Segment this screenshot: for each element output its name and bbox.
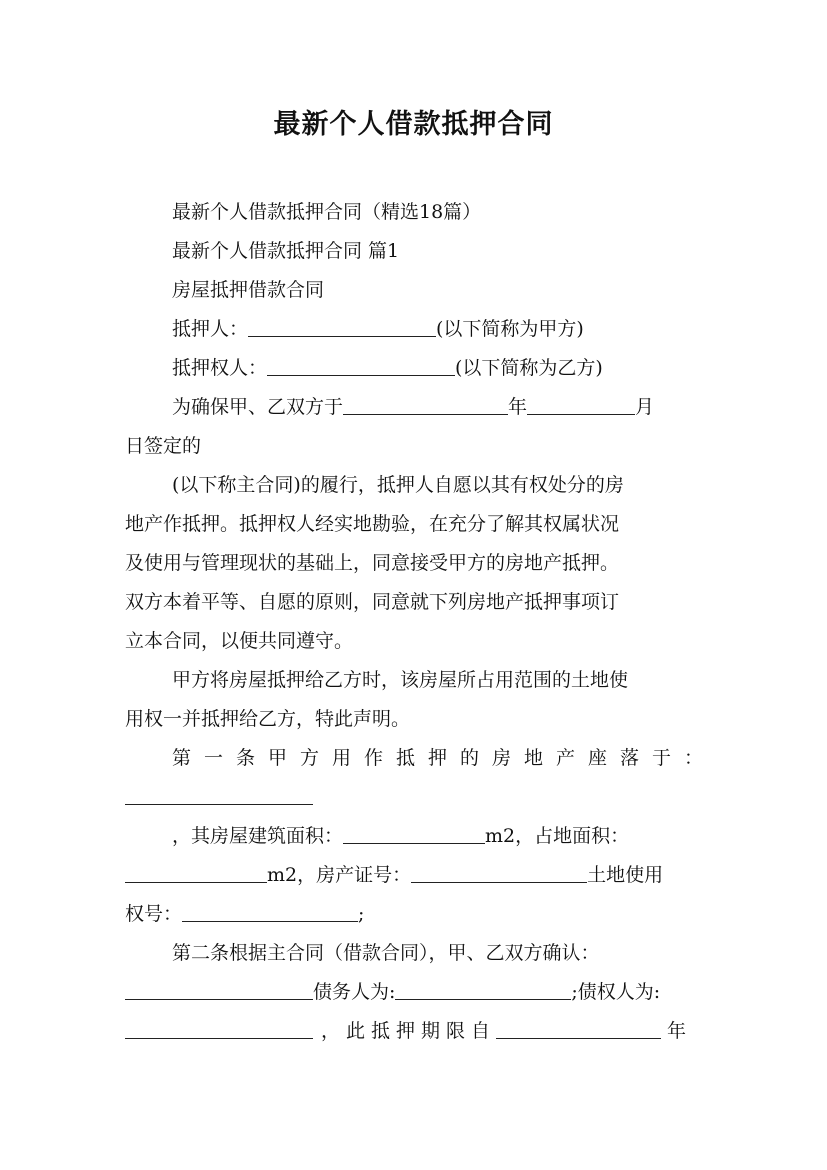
paragraph-line: 地产作抵押。抵押权人经实地勘验，在充分了解其权属状况: [125, 513, 620, 535]
paragraph-line: 立本合同，以便共同遵守。: [125, 630, 354, 652]
mortgagee-blank: [267, 357, 455, 376]
creditor-label: ;债权人为:: [571, 981, 661, 1003]
area-prefix: ，其房屋建筑面积：: [172, 825, 344, 847]
mortgagor-label: 抵押人：: [172, 318, 249, 340]
debtor-blank: [395, 981, 571, 1000]
date-blank-2: [527, 396, 635, 415]
debtor-label: 债务人为:: [313, 981, 396, 1003]
parties-blank-1: [125, 981, 313, 1000]
contract-name: 房屋抵押借款合同: [172, 279, 325, 301]
land-area-blank: [125, 864, 267, 883]
article-2-heading: 第二条根据主合同（借款合同），甲、乙双方确认：: [172, 942, 600, 964]
paragraph-line: 用权一并抵押给乙方，特此声明。: [125, 708, 411, 730]
certificate-line: [125, 863, 703, 887]
term-line: [125, 1019, 703, 1043]
page-title: 最新个人借款抵押合同: [273, 109, 554, 140]
mortgagee-label: 抵押权人：: [172, 357, 268, 379]
date-blank-1: [343, 396, 508, 415]
mortgagor-blank: [248, 318, 436, 337]
mortgagor-suffix: (以下简称为甲方): [436, 318, 584, 340]
paragraph-line: 双方本着平等、自愿的原则，同意就下列房地产抵押事项订: [125, 591, 620, 613]
parties-line: [125, 980, 703, 1004]
area-suffix: m2，占地面积：: [485, 825, 630, 847]
paragraph-line: (以下称主合同)的履行，抵押人自愿以其有权处分的房: [172, 474, 624, 496]
paragraph-line: 甲方将房屋抵押给乙方时，该房屋所占用范围的土地使: [172, 669, 629, 691]
certificate-mid: m2，房产证号：: [267, 864, 412, 886]
date-line: [172, 395, 703, 419]
certificate-suffix: 土地使用: [587, 864, 664, 886]
term-year: 年: [667, 1020, 687, 1042]
term-blank: [496, 1020, 661, 1039]
paragraph-line: 及使用与管理现状的基础上，同意接受甲方的房地产抵押。: [125, 552, 620, 574]
location-blank: [125, 786, 313, 805]
building-area-blank: [343, 825, 485, 844]
section-heading: 最新个人借款抵押合同 篇1: [172, 240, 400, 262]
mortgagee-line: [172, 356, 703, 380]
creditor-blank: [125, 1020, 313, 1039]
term-mid: ，此抵押期限自: [321, 1020, 497, 1042]
land-number-suffix: ;: [358, 903, 365, 925]
land-number-blank: [182, 903, 358, 922]
location-blank-line: [125, 785, 703, 809]
article-1-heading: 第一条甲方用作抵押的房地产座落于：: [172, 747, 703, 769]
date-prefix: 为确保甲、乙双方于: [172, 396, 344, 418]
certificate-blank: [411, 864, 587, 883]
paragraph-line: 日签定的: [125, 435, 202, 457]
land-number-prefix: 权号：: [125, 903, 183, 925]
date-month: 月: [635, 396, 655, 418]
land-number-line: [125, 902, 703, 926]
mortgagor-line: [172, 317, 703, 341]
subtitle-line: 最新个人借款抵押合同（精选18篇）: [172, 201, 482, 223]
mortgagee-suffix: (以下简称为乙方): [455, 357, 603, 379]
area-line: [172, 824, 703, 848]
date-year: 年: [508, 396, 528, 418]
